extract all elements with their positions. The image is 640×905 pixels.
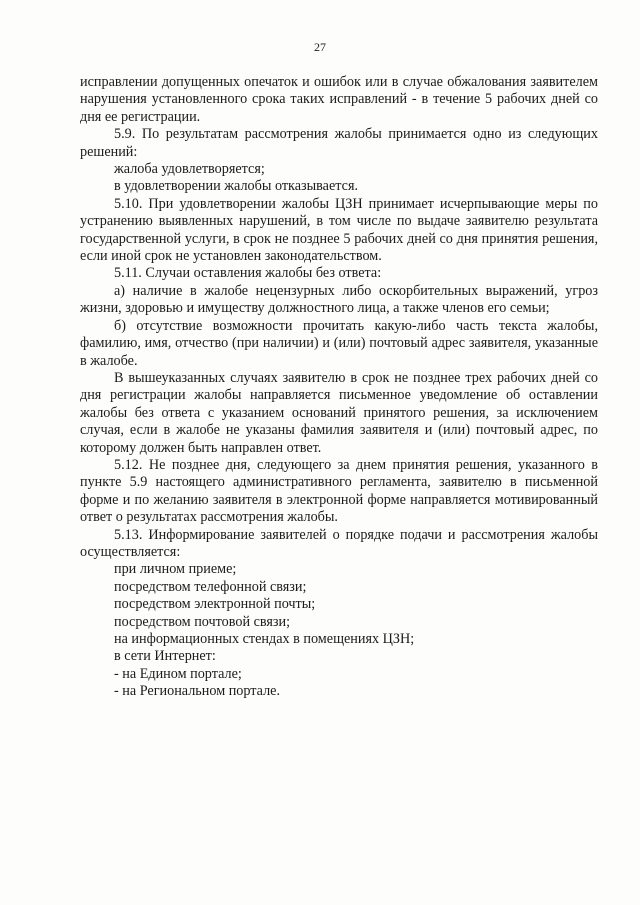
list-item: - на Едином портале; bbox=[114, 665, 242, 682]
paragraph: 5.12. Не позднее дня, следующего за днем принятия решения, указанного в пункте 5.9 настоящего административного регламента, заявителю в письменной форме и по желанию заявителя в электронной форме направляется мотивированный ответ о результатах рассмотрения жалобы. bbox=[80, 456, 598, 526]
paragraph: б) отсутствие возможности прочитать какую-либо часть текста жалобы, фамилию, имя, отчество (при наличии) и (или) почтовый адрес заявителя, указанные в жалобе. bbox=[80, 317, 598, 369]
paragraph: 5.10. При удовлетворении жалобы ЦЗН принимает исчерпывающие меры по устранению выявленных нарушений, в том числе по выдаче заявителю результата государственной услуги, в срок не позднее 5 рабочих дней со дня принятия решения, если иной срок не установлен законодательством. bbox=[80, 195, 598, 265]
list-item: - на Региональном портале. bbox=[114, 683, 281, 700]
list-item: на информационных стендах в помещениях ЦЗН; bbox=[114, 631, 415, 647]
list-item: посредством почтовой связи; bbox=[114, 613, 291, 630]
document-body bbox=[80, 74, 598, 701]
list-item: при личном приеме; bbox=[114, 561, 237, 578]
paragraph: в удовлетворении жалобы отказывается. bbox=[114, 178, 359, 195]
list-item: посредством телефонной связи; bbox=[114, 578, 307, 595]
paragraph-list bbox=[80, 74, 598, 561]
bullet-list bbox=[80, 561, 598, 700]
paragraph: В вышеуказанных случаях заявителю в срок не позднее трех рабочих дней со дня регистрации жалобы направляется письменное уведомление об оставлении жалобы без ответа с указанием оснований принятого решения, за исключением случая, если в жалобе не указаны фамилия заявителя и (или) почтовый адрес, по которому должен быть направлен ответ. bbox=[80, 369, 598, 456]
paragraph: исправлении допущенных опечаток и ошибок или в случае обжалования заявителем нарушения установленного срока таких исправлений - в течение 5 рабочих дней со дня ее регистрации. bbox=[80, 74, 598, 125]
paragraph: 5.9. По результатам рассмотрения жалобы принимается одно из следующих решений: bbox=[80, 126, 598, 160]
list-item: посредством электронной почты; bbox=[114, 596, 316, 613]
paragraph: жалоба удовлетворяется; bbox=[114, 161, 265, 178]
paragraph: 5.13. Информирование заявителей о порядке подачи и рассмотрения жалобы осуществляется: bbox=[80, 526, 598, 560]
paragraph: а) наличие в жалобе нецензурных либо оскорбительных выражений, угроз жизни, здоровью и имуществу должностного лица, а также членов его семьи; bbox=[80, 282, 598, 317]
page-number: 27 bbox=[314, 40, 326, 54]
list-item: в сети Интернет: bbox=[114, 648, 216, 665]
paragraph: 5.11. Случаи оставления жалобы без ответа: bbox=[114, 265, 382, 282]
